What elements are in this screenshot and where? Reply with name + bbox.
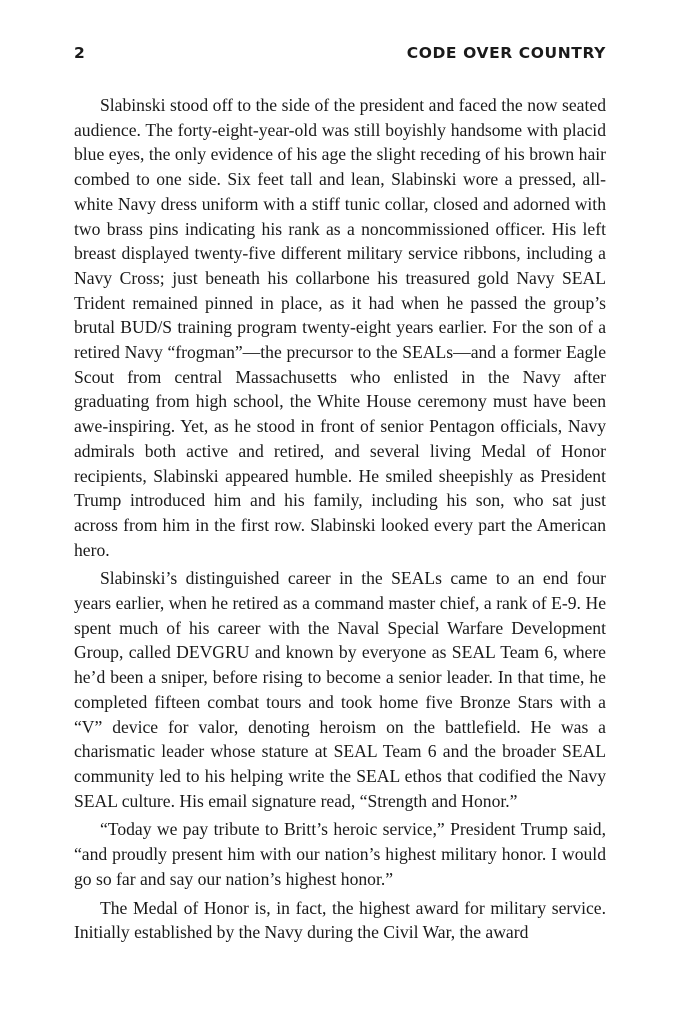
paragraph-medal-of-honor: The Medal of Honor is, in fact, the highest award for military service. Initially established by the Navy during the Civil War, the award xyxy=(74,897,606,943)
page-number: 2 xyxy=(74,44,85,62)
paragraph-president-quote: “Today we pay tribute to Britt’s heroic service,” President Trump said, “and proudly present him with our nation’s highest military honor. I would go so far and say our nation’s highest honor.” xyxy=(74,819,606,889)
body-text xyxy=(74,93,606,949)
running-title: CODE OVER COUNTRY xyxy=(406,44,606,62)
paragraph-seal-career: Slabinski’s distinguished career in the SEALs came to an end four years earlier, when he retired as a command master chief, a rank of E-9. He spent much of his career with the Naval Special Warfare Development Group, called DEVGRU and known by everyone as SEAL Team 6, where he’d been a sniper, before rising to become a senior leader. In that time, he completed fifteen combat tours and took home five Bronze Stars with a “V” device for valor, denoting heroism on the battlefield. He was a charismatic leader whose stature at SEAL Team 6 and the broader SEAL community led to his helping write the SEAL ethos that codified the Navy SEAL culture. His email signature read, “Strength and Honor.” xyxy=(74,568,606,811)
paragraph-slabinski-description: Slabinski stood off to the side of the president and faced the now seated audience. The forty-eight-year-old was still boyishly handsome with placid blue eyes, the only evidence of his age the slight receding of his brown hair combed to one side. Six feet tall and lean, Slabinski wore a pressed, all-white Navy dress uniform with a stiff tunic collar, closed and adorned with two brass pins indicating his rank as a noncommissioned officer. His left breast displayed twenty-five different military service ribbons, including a Navy Cross; just beneath his collarbone his treasured gold Navy SEAL Trident remained pinned in place, as it had when he passed the group’s brutal BUD/S training program twenty-eight years earlier. For the son of a retired Navy “frogman”—the precursor to the SEALs—and a former Eagle Scout from central Massachusetts who enlisted in the Navy after graduating from high school, the White House ceremony must have been awe-inspiring. Yet, as he stood in front of senior Pentagon officials, Navy admirals both active and retired, and several living Medal of Honor recipients, Slabinski appeared humble. He smiled sheepishly as President Trump introduced him and his family, including his son, who sat just across from him in the first row. Slabinski looked every part the American hero. xyxy=(74,95,606,560)
running-header xyxy=(74,44,606,68)
